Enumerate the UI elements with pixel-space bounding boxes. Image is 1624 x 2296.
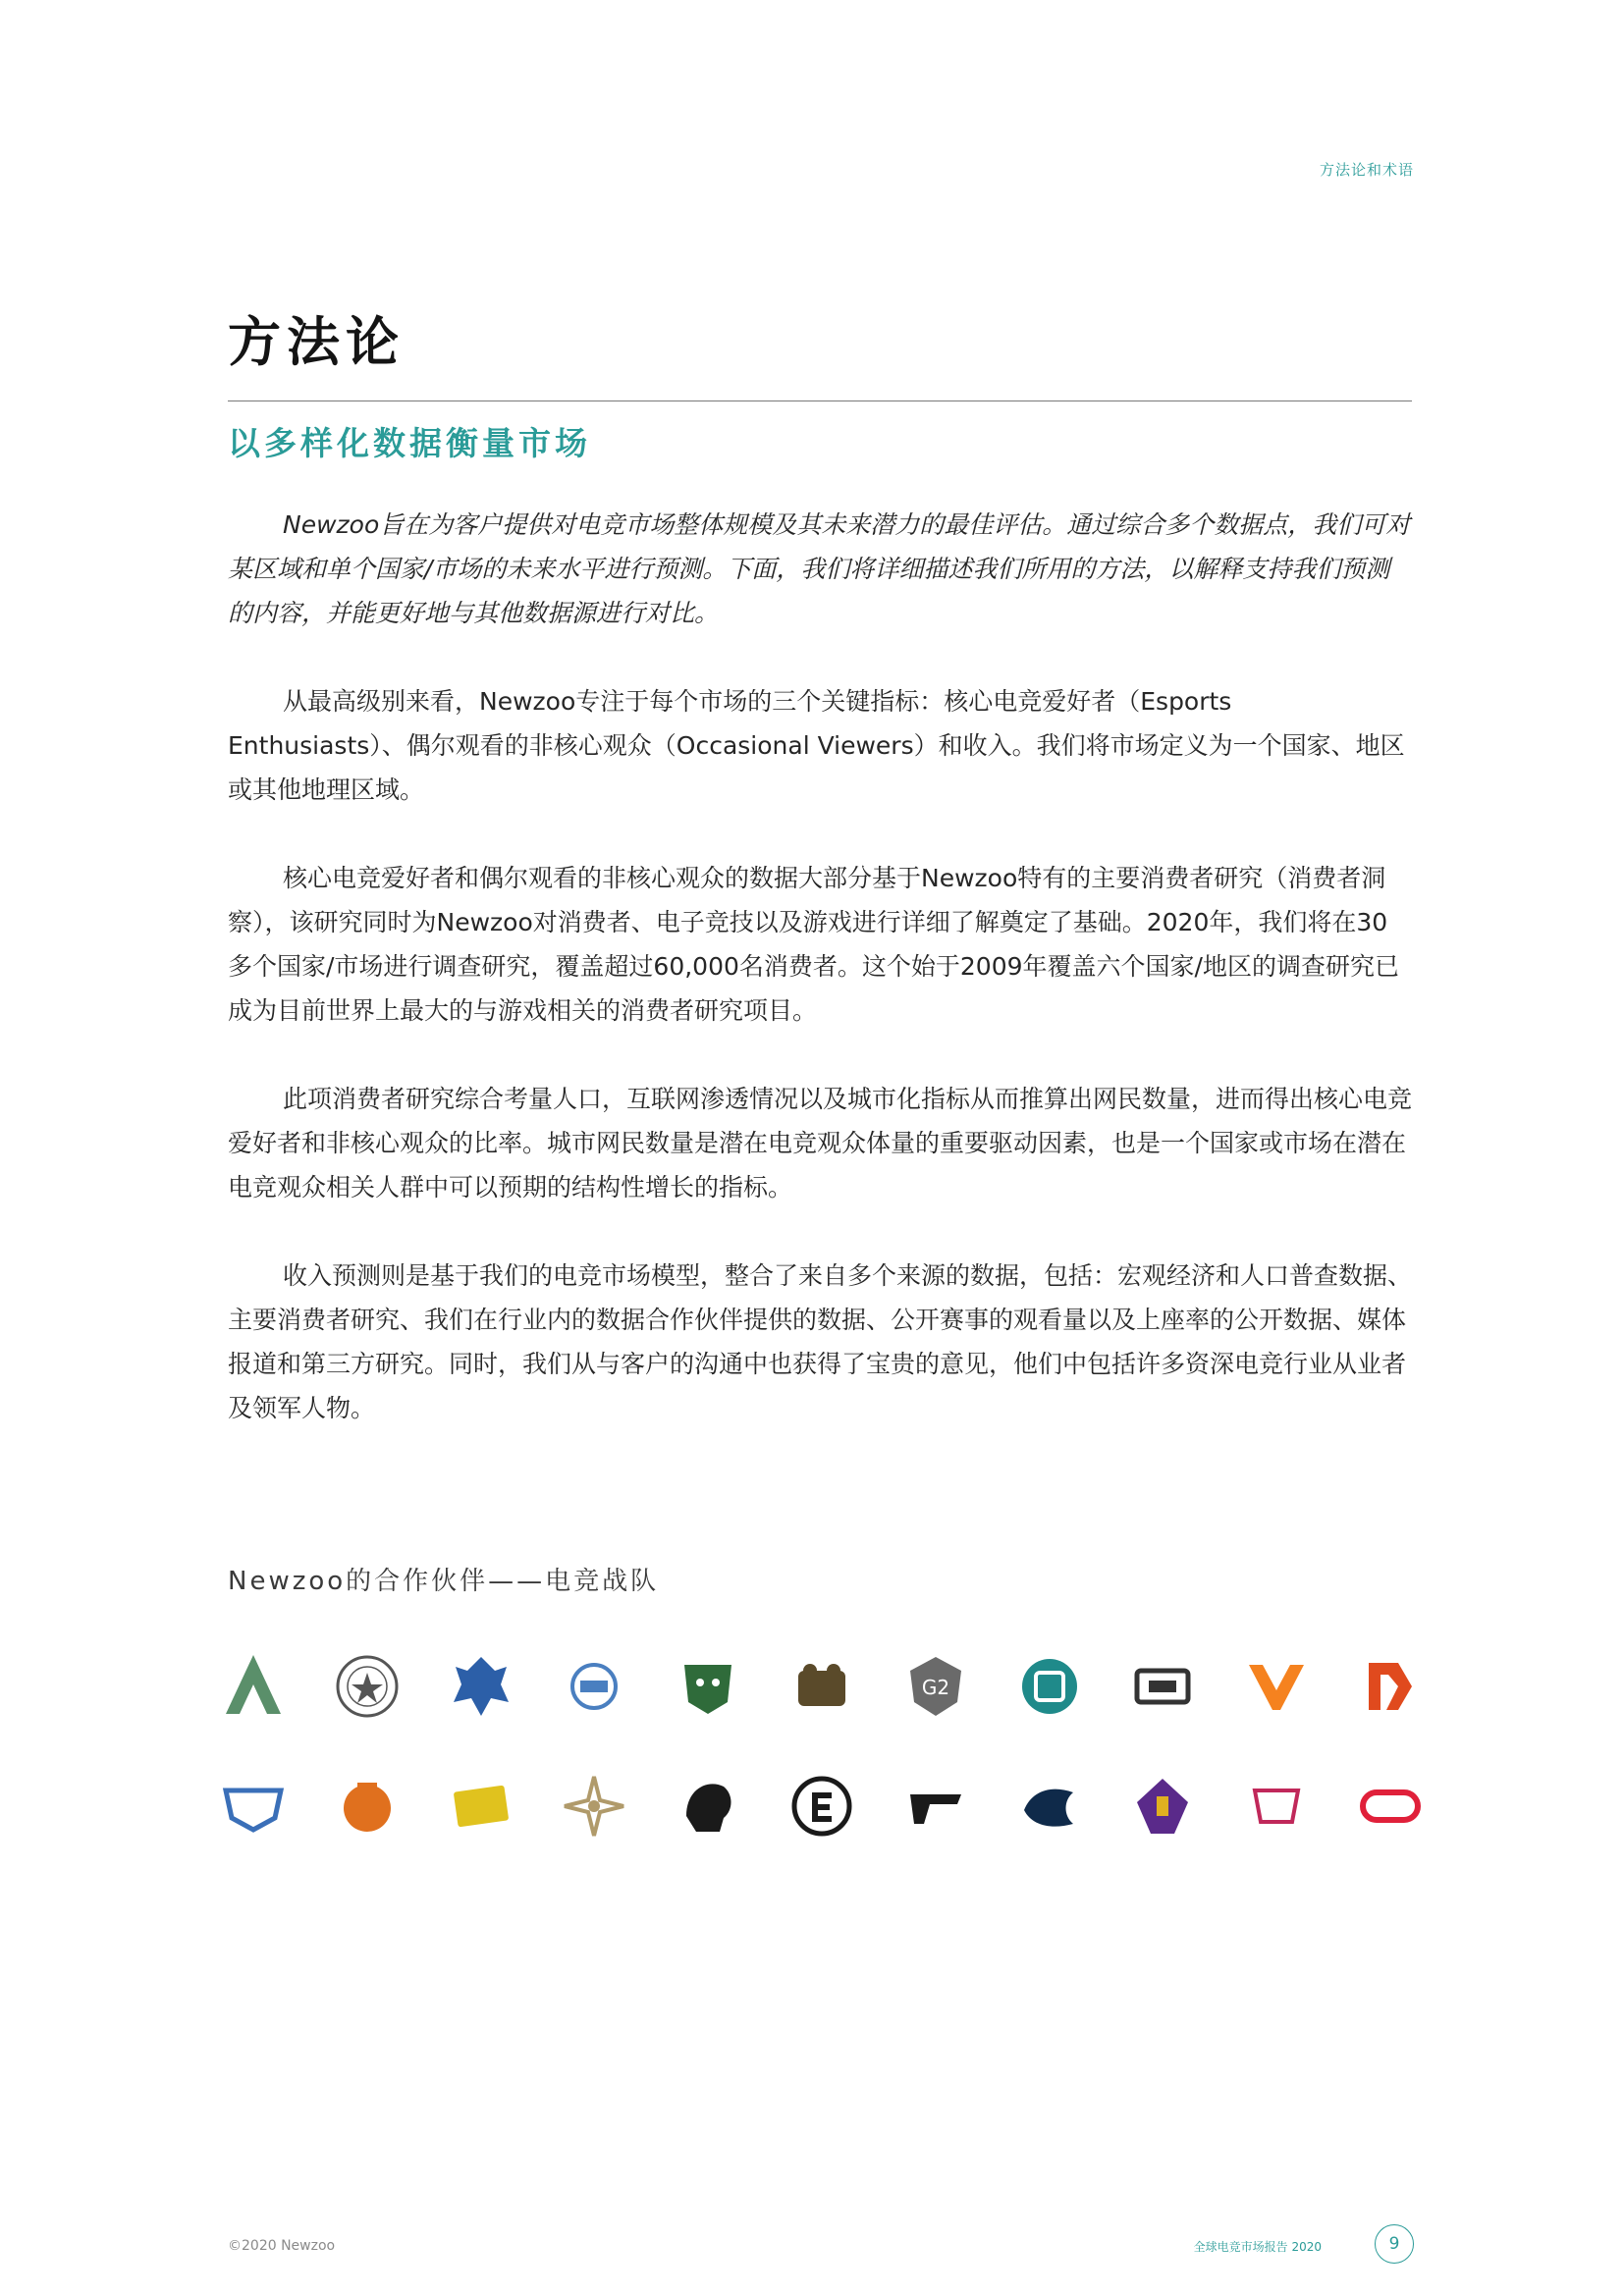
section-tag: 方法论和术语: [1319, 161, 1414, 179]
team-liquid-logo-icon: [1014, 1771, 1085, 1842]
dwg-logo-icon: [559, 1651, 629, 1722]
navi-logo-icon: [446, 1771, 516, 1842]
page-number: 9: [1375, 2224, 1414, 2264]
ninjas-in-pyjamas-logo-icon: [559, 1771, 629, 1842]
immortals-logo-icon: [1014, 1651, 1085, 1722]
fpx-logo-icon: [1355, 1651, 1426, 1722]
footer-copyright: ©2020 Newzoo: [228, 2238, 336, 2254]
mvp-logo-icon: [218, 1771, 289, 1842]
g2-logo-icon: [900, 1651, 971, 1722]
logo-row: [218, 1651, 1426, 1722]
vivo-spartan-logo-icon: [1127, 1771, 1198, 1842]
dragon-team-logo-icon: [446, 1651, 516, 1722]
rox-logo-icon: [1241, 1771, 1312, 1842]
north-lion-logo-icon: [673, 1771, 743, 1842]
ninjas-logo-icon: [1127, 1651, 1198, 1722]
alliance-logo-icon: [218, 1651, 289, 1722]
paingaming-logo-icon: [900, 1771, 971, 1842]
svg-text:G2: G2: [921, 1676, 949, 1699]
lgd-logo-icon: [1355, 1771, 1426, 1842]
deep-heroes-logo-icon: [786, 1651, 857, 1722]
paragraph: 此项消费者研究综合考量人口，互联网渗透情况以及城市化指标从而推算出网民数量，进而得出核心电竞爱好者和非核心观众的比率。城市网民数量是潜在电竞观众体量的重要驱动因素，也是一个国家或市场在潜在电竞观众相关人群中可以预期的结构性增长的指标。: [228, 1085, 1413, 1201]
paragraph: 核心电竞爱好者和偶尔观看的非核心观众的数据大部分基于Newzoo特有的主要消费者研究（消费者洞察），该研究同时为Newzoo对消费者、电子竞技以及游戏进行详细了解奠定了基础。2020年，我们将在30多个国家/市场进行调查研究，覆盖超过60,000名消费者。这个始于2009年覆盖六个国家/地区的调查研究已成为目前世界上最大的与游戏相关的消费者研究项目。: [228, 864, 1399, 1025]
newbee-logo-icon: [332, 1771, 403, 1842]
boar-team-logo-icon: [673, 1651, 743, 1722]
partners-title: Newzoo的合作伙伴——电竞战队: [228, 1567, 660, 1596]
envy-logo-icon: [786, 1771, 857, 1842]
page-title: 方法论: [228, 311, 405, 373]
partner-logos: [218, 1651, 1426, 1891]
fnatic-logo-icon: [1241, 1651, 1312, 1722]
winstrike-badge-logo-icon: [332, 1651, 403, 1722]
paragraph: 从最高级别来看，Newzoo专注于每个市场的三个关键指标：核心电竞爱好者（Esports Enthusiasts）、偶尔观看的非核心观众（Occasional Viewers）和收入。我们将市场定义为一个国家、地区或其他地理区域。: [228, 687, 1405, 804]
footer-report-name: 全球电竞市场报告 2020: [1193, 2240, 1322, 2254]
body-text: [228, 503, 1412, 1474]
paragraph: 收入预测则是基于我们的电竞市场模型，整合了来自多个来源的数据，包括：宏观经济和人口普查数据、主要消费者研究、我们在行业内的数据合作伙伴提供的数据、公开赛事的观看量以及上座率的公开数据、媒体报道和第三方研究。同时，我们从与客户的沟通中也获得了宝贵的意见，他们中包括许多资深电竞行业从业者及领军人物。: [228, 1261, 1413, 1422]
paragraph-intro: Newzoo旨在为客户提供对电竞市场整体规模及其未来潜力的最佳评估。通过综合多个数据点，我们可对某区域和单个国家/市场的未来水平进行预测。下面，我们将详细描述我们所用的方法，以解释支持我们预测的内容，并能更好地与其他数据源进行对比。: [228, 510, 1411, 627]
logo-row: [218, 1771, 1426, 1842]
section-subtitle: 以多样化数据衡量市场: [228, 424, 591, 462]
title-divider: [228, 400, 1412, 401]
